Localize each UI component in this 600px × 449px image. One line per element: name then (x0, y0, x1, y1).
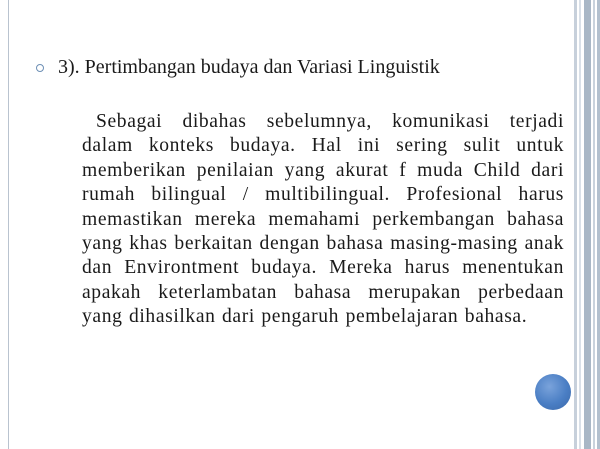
heading-bullet-row (36, 56, 566, 79)
body-paragraph: Sebagai dibahas sebelumnya, komunikasi terjadi dalam konteks budaya. Hal ini sering sulit untuk memberikan penilaian yang akurat f muda Child dari rumah bilingual / multibilingual. Profesional harus memastikan mereka memahami perkembangan bahasa yang khas berkaitan dengan bahasa masing-masing anak dan Environtment budaya. Mereka harus menentukan apakah keterlambatan bahasa merupakan perbedaan yang dihasilkan dari pengaruh pembelajaran bahasa. (82, 111, 564, 328)
hollow-circle-bullet-icon (36, 64, 44, 72)
left-border-line (8, 0, 9, 449)
right-stripe (574, 0, 577, 449)
right-stripe (579, 0, 581, 449)
blue-circle-icon[interactable] (535, 374, 571, 410)
right-stripe (584, 0, 591, 449)
right-stripe (593, 0, 595, 449)
slide-heading: 3). Pertimbangan budaya dan Variasi Linguistik (58, 56, 440, 78)
